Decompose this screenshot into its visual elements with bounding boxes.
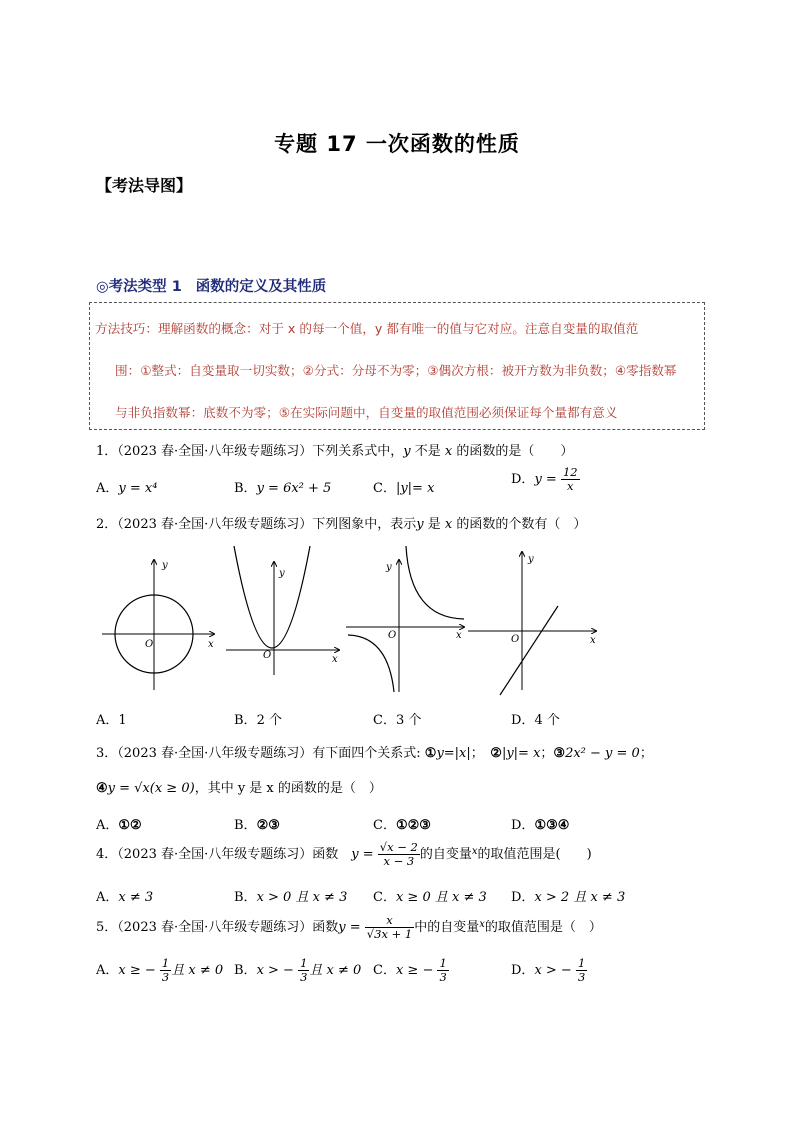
q2-option-a[interactable] (96, 709, 127, 728)
fraction-numerator: √x − 2 (379, 840, 418, 854)
relation-marker: ③ (553, 746, 566, 761)
relation-expr: 2x² − y = 0 (565, 746, 640, 761)
question-3 (96, 742, 653, 761)
fraction-numerator: 1 (161, 956, 170, 970)
q1-option-d[interactable] (511, 466, 580, 493)
question-stem: 中的自变量 (414, 920, 480, 935)
question-stem: 有下面四个关系式: (312, 746, 425, 761)
option-label: D． (511, 818, 535, 833)
question-stem: 下列图象中，表示 (312, 517, 417, 532)
question-stem: ，其中 y 是 x 的函数的是（ ） (194, 781, 382, 796)
graph-parabola (226, 546, 339, 675)
fraction (378, 841, 420, 868)
axis-label-x: x (208, 639, 214, 650)
question-stem: 函数 (312, 847, 352, 862)
option-label: C． (373, 713, 396, 728)
option-label: D． (511, 713, 535, 728)
page-title: 专题 17 一次函数的性质 (274, 132, 520, 156)
option-label: B． (234, 481, 257, 496)
separator: ； (639, 746, 653, 761)
origin-label: O (388, 630, 397, 641)
q1-option-c[interactable] (373, 477, 434, 496)
q4-option-a[interactable] (96, 886, 153, 905)
question-stem: 的自变量 (419, 847, 472, 862)
question-source: （2023 春·全国·八年级专题练习） (117, 517, 313, 532)
axis-label-y: y (162, 560, 168, 571)
option-text: x > 0 且 x ≠ 3 (256, 890, 348, 905)
q4-option-d[interactable] (511, 886, 625, 905)
option-label: A． (96, 481, 119, 496)
fraction (576, 957, 587, 984)
option-text: 3 个 (395, 713, 422, 728)
fraction-denominator: 3 (161, 970, 170, 984)
option-text: y = (534, 472, 561, 487)
option-text: ①② (118, 818, 142, 833)
fraction-numerator: 1 (577, 956, 586, 970)
axis-label-x: x (456, 630, 462, 641)
fraction (561, 466, 580, 493)
q2-option-b[interactable] (234, 709, 282, 728)
fraction-denominator: 3 (577, 970, 586, 984)
question-2 (96, 513, 586, 532)
graph-line (468, 552, 596, 695)
question-stem: 的取值范围是( ) (477, 847, 592, 862)
q5-option-c[interactable] (373, 957, 449, 984)
fraction (160, 957, 171, 984)
section-marker: ◎考法类型 1 (96, 279, 182, 295)
fraction (437, 957, 448, 984)
question-stem: 下列关系式中， (312, 444, 404, 459)
question-number: 4． (96, 847, 118, 862)
option-text: ①②③ (395, 818, 431, 833)
math-var: x (479, 919, 485, 930)
fraction-numerator: 12 (562, 465, 578, 479)
option-text: |y|= x (395, 481, 435, 496)
option-label: B． (234, 963, 257, 978)
q4-option-b[interactable] (234, 886, 347, 905)
option-label: B． (234, 890, 257, 905)
question-5 (96, 914, 602, 941)
question-number: 1． (96, 444, 118, 459)
fraction-numerator: 1 (439, 956, 447, 970)
axis-label-y: y (279, 568, 285, 579)
option-text: 4 个 (534, 713, 560, 728)
q5-option-d[interactable] (511, 957, 587, 984)
origin-label: O (263, 650, 272, 661)
math-var: y (416, 517, 424, 532)
option-text: x > 2 且 x ≠ 3 (534, 890, 626, 905)
method-line-1: 方法技巧：理解函数的概念：对于 x 的每一个值，y 都有唯一的值与它对应。注意自变量的取值范 (95, 321, 639, 336)
option-text: x > − (256, 963, 299, 978)
graph-hyperbola (346, 546, 464, 692)
question-stem: 不是 (410, 444, 445, 459)
function-expr: y = (338, 920, 365, 935)
q5-option-a[interactable] (96, 957, 223, 984)
option-label: C． (373, 963, 396, 978)
relation-marker: ② (490, 746, 502, 761)
question-source: （2023 春·全国·八年级专题练习） (117, 444, 313, 459)
question-3-cont (96, 777, 382, 796)
fraction-denominator: x (567, 479, 574, 493)
question-source: （2023 春·全国·八年级专题练习） (117, 847, 313, 862)
option-label: D． (511, 963, 535, 978)
option-label: A． (96, 963, 119, 978)
math-var: y (403, 444, 411, 459)
option-label: C． (373, 890, 396, 905)
q1-option-a[interactable] (96, 477, 157, 496)
fraction (298, 957, 309, 984)
method-box (89, 302, 705, 430)
fraction-numerator: 1 (300, 956, 308, 970)
origin-label: O (145, 639, 154, 650)
question-stem: 的取值范围是（ ） (484, 920, 602, 935)
separator: ； (470, 746, 491, 761)
option-text: y = 6x² + 5 (256, 481, 332, 496)
option-label: B． (234, 818, 257, 833)
option-label: D． (511, 472, 535, 487)
fraction-numerator: x (365, 914, 414, 928)
fraction-denominator: √3x + 1 (366, 927, 413, 941)
option-text: 1 (118, 713, 127, 728)
option-label: A． (96, 890, 119, 905)
option-label: A． (96, 818, 119, 833)
option-label: A． (96, 713, 119, 728)
q2-option-d[interactable] (511, 709, 560, 728)
option-text: y = x⁴ (118, 481, 158, 496)
fraction-denominator: 3 (439, 970, 447, 984)
relation-expr: y=|x| (436, 746, 471, 761)
question-stem: 的函数的个数有（ ） (452, 517, 587, 532)
question-stem: 的函数的是（ ） (452, 444, 574, 459)
relation-marker: ① (424, 746, 437, 761)
question-number: 5． (96, 920, 118, 935)
option-text: ①③④ (534, 818, 570, 833)
question-stem: 函数 (312, 920, 339, 935)
relation-expr: y = √x(x ≥ 0) (107, 781, 195, 796)
q3-option-b[interactable] (234, 814, 280, 833)
q1-option-b[interactable] (234, 477, 331, 496)
fraction-denominator: 3 (300, 970, 308, 984)
question-1 (96, 440, 573, 459)
math-var: x (444, 444, 453, 459)
question-number: 2． (96, 517, 118, 532)
axis-label-y: y (528, 554, 534, 565)
question-4 (96, 841, 592, 868)
method-line-3: 与非负指数幂：底数不为零；⑤在实际问题中，自变量的取值范围必须保证每个量都有意义 (115, 405, 618, 420)
option-text: ②③ (256, 818, 280, 833)
option-text: x ≥ 0 且 x ≠ 3 (395, 890, 487, 905)
math-var: x (471, 846, 478, 857)
guide-header: 【考法导图】 (96, 176, 193, 195)
function-graphs (96, 540, 606, 700)
section-heading (96, 275, 326, 296)
q2-option-c[interactable] (373, 709, 421, 728)
method-line-2: 围：①整式：自变量取一切实数；②分式：分母不为零；③偶次方根：被开方数为非负数；④零指数幂 (115, 363, 677, 378)
option-text: 且 x ≠ 0 (171, 963, 224, 978)
relation-marker: ④ (96, 781, 108, 796)
option-label: D． (511, 890, 535, 905)
question-source: （2023 春·全国·八年级专题练习） (117, 746, 313, 761)
q5-option-b[interactable] (234, 957, 361, 984)
axis-label-x: x (332, 654, 338, 665)
q3-option-d[interactable] (511, 814, 569, 833)
graph-circle (102, 560, 214, 690)
option-label: C． (373, 818, 396, 833)
fraction-denominator: x − 3 (383, 854, 415, 868)
option-text: x > − (534, 963, 576, 978)
q3-option-a[interactable] (96, 814, 142, 833)
question-number: 3． (96, 746, 118, 761)
fraction (365, 914, 414, 941)
option-text: x ≥ − (395, 963, 438, 978)
q3-option-c[interactable] (373, 814, 431, 833)
axis-label-x: x (590, 635, 596, 646)
axis-label-y: y (386, 562, 392, 573)
q4-option-c[interactable] (373, 886, 487, 905)
origin-label: O (511, 634, 520, 645)
section-name: 函数的定义及其性质 (195, 279, 327, 295)
option-label: B． (234, 713, 257, 728)
option-text: 且 x ≠ 0 (309, 963, 362, 978)
option-label: C． (373, 481, 396, 496)
function-expr: y = (351, 847, 378, 862)
separator: ； (540, 746, 554, 761)
option-text: x ≠ 3 (118, 890, 154, 905)
math-var: x (444, 517, 453, 532)
question-source: （2023 春·全国·八年级专题练习） (117, 920, 313, 935)
relation-expr: |y|= x (501, 746, 541, 761)
question-stem: 是 (423, 517, 445, 532)
option-text: x ≥ − (118, 963, 160, 978)
option-text: 2 个 (256, 713, 282, 728)
